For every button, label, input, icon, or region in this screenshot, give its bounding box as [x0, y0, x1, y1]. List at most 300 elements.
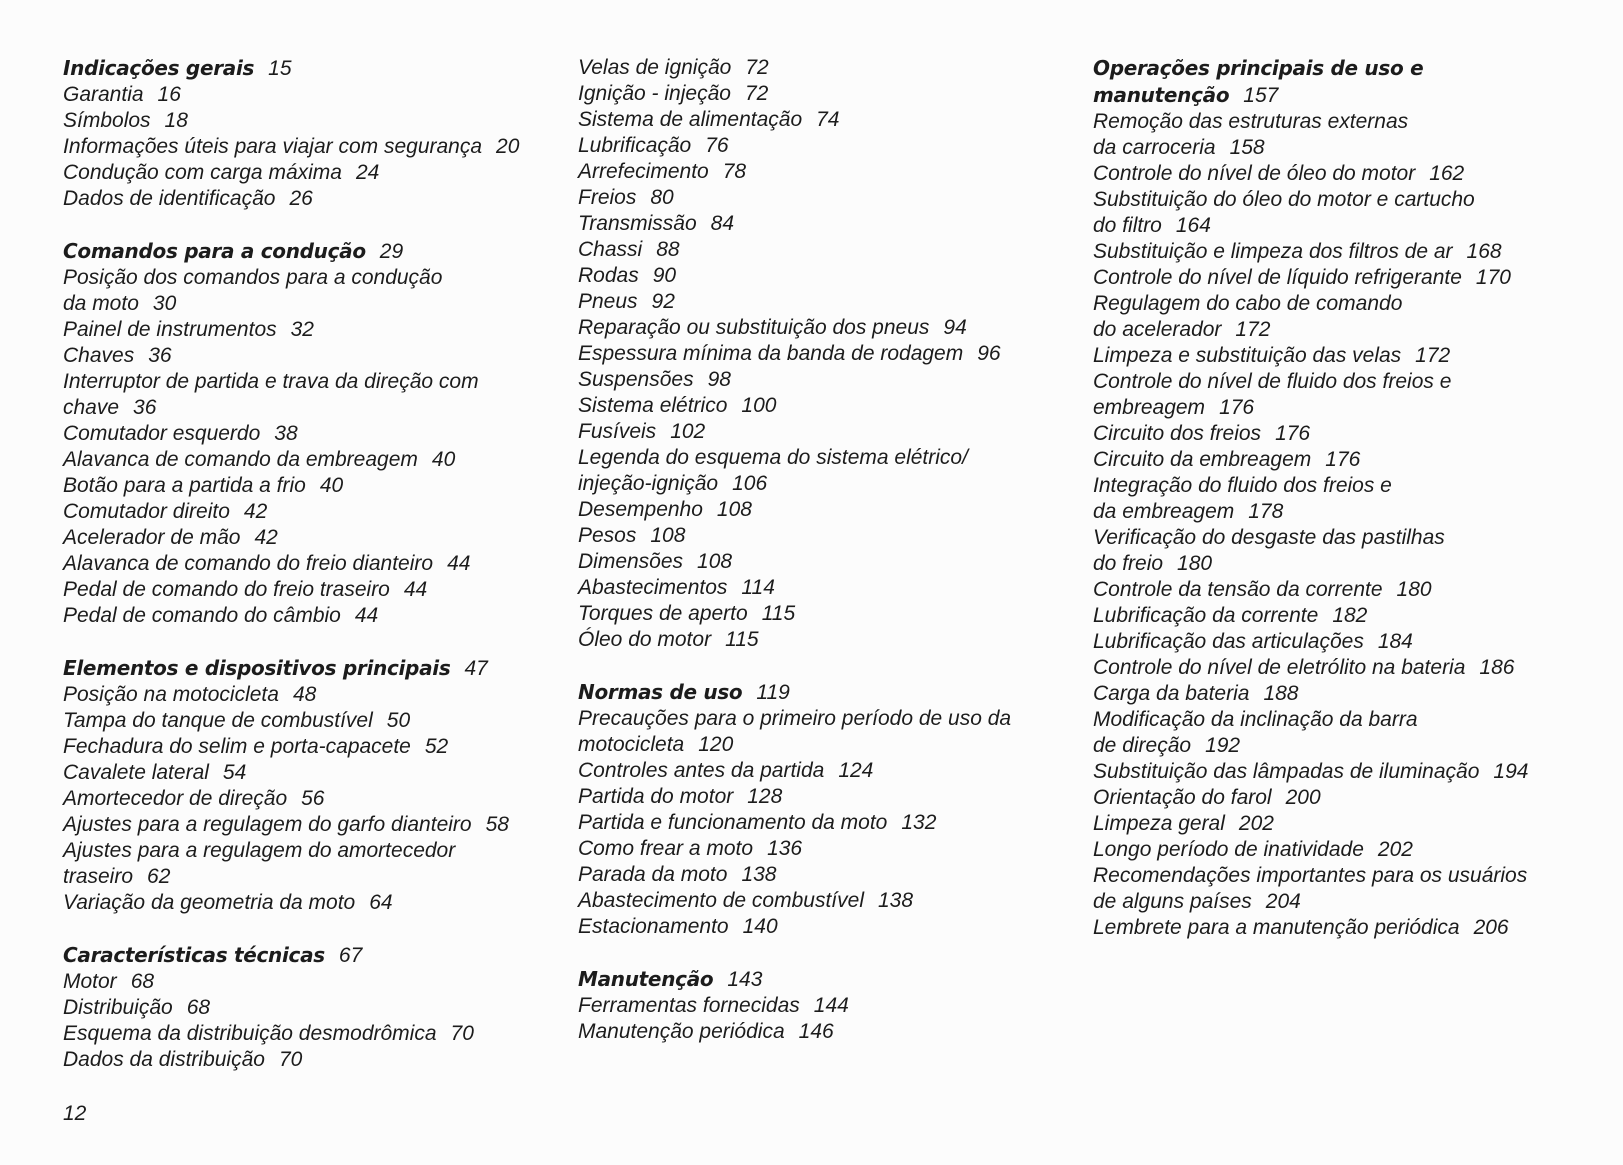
toc-entry — [1093, 447, 1613, 473]
entry-page: 146 — [798, 1020, 834, 1043]
entry-title: Distribuição — [63, 996, 173, 1019]
toc-entry — [63, 890, 553, 916]
toc-entry — [63, 186, 553, 212]
toc-entry-cont — [578, 732, 1068, 758]
entry-title: Botão para a partida a frio — [63, 474, 306, 497]
entry-title: Controle do nível de óleo do motor — [1093, 162, 1416, 185]
entry-title: Orientação do farol — [1093, 786, 1272, 809]
toc-entry — [1093, 265, 1613, 291]
entry-page: 188 — [1263, 682, 1299, 705]
entry-title: Informações úteis para viajar com segurança — [63, 135, 483, 158]
entry-page: 94 — [943, 316, 967, 339]
entry-title: Transmissão — [578, 212, 697, 235]
toc-entry — [578, 1019, 1068, 1045]
toc-column-1 — [63, 55, 553, 1099]
toc-entry-cont — [578, 471, 1068, 497]
entry-page: 68 — [130, 970, 155, 993]
toc-entry-cont — [1093, 213, 1613, 239]
entry-title: Pedal de comando do câmbio — [63, 604, 341, 627]
entry-page: 42 — [254, 526, 278, 549]
toc-entry — [63, 343, 553, 369]
entry-page: 108 — [716, 498, 752, 521]
section-heading — [1093, 55, 1613, 82]
entry-page: 72 — [744, 82, 769, 105]
section-page: 143 — [727, 968, 763, 991]
toc-entry — [578, 810, 1068, 836]
entry-page: 164 — [1175, 214, 1211, 237]
entry-title: Torques de aperto — [578, 602, 748, 625]
entry-page: 98 — [707, 368, 731, 391]
entry-page: 136 — [767, 837, 803, 860]
toc-column-2 — [578, 55, 1068, 1071]
entry-title: Recomendações importantes para os usuários — [1093, 864, 1528, 887]
entry-page: 184 — [1377, 630, 1413, 653]
toc-entry — [578, 367, 1068, 393]
entry-title: Posição na motocicleta — [63, 683, 279, 706]
toc-entry — [578, 237, 1068, 263]
entry-title: Controle do nível de eletrólito na bateria — [1093, 656, 1466, 679]
section-heading-cont — [1093, 82, 1613, 109]
toc-entry — [578, 523, 1068, 549]
entry-page: 186 — [1479, 656, 1515, 679]
toc-entry — [63, 473, 553, 499]
entry-page: 162 — [1429, 162, 1465, 185]
toc-entry — [63, 812, 553, 838]
toc-entry — [1093, 421, 1613, 447]
entry-title: Partida do motor — [578, 785, 734, 808]
toc-entry — [1093, 577, 1613, 603]
toc-entry-cont — [63, 291, 553, 317]
entry-title: Parada da moto — [578, 863, 728, 886]
entry-title: Amortecedor de direção — [63, 787, 288, 810]
toc-entry — [578, 289, 1068, 315]
toc-entry — [578, 185, 1068, 211]
entry-title: Fechadura do selim e porta-capacete — [63, 735, 411, 758]
toc-entry — [578, 993, 1068, 1019]
toc-entry — [578, 133, 1068, 159]
toc-entry — [1093, 863, 1613, 889]
entry-title: Abastecimento de combustível — [578, 889, 864, 912]
entry-title: Esquema da distribuição desmodrômica — [63, 1022, 437, 1045]
entry-page: 172 — [1415, 344, 1451, 367]
toc-entry — [578, 107, 1068, 133]
entry-page: 178 — [1248, 500, 1284, 523]
entry-title-cont: do acelerador — [1093, 318, 1222, 341]
toc-entry — [1093, 629, 1613, 655]
toc-entry — [578, 81, 1068, 107]
entry-page: 70 — [278, 1048, 303, 1071]
entry-title: Remoção das estruturas externas — [1093, 110, 1409, 133]
toc-entry — [578, 263, 1068, 289]
entry-page: 120 — [698, 733, 734, 756]
toc-entry — [578, 836, 1068, 862]
entry-page: 92 — [651, 290, 675, 313]
entry-page: 206 — [1473, 916, 1509, 939]
entry-title: Partida e funcionamento da moto — [578, 811, 888, 834]
toc-entry — [63, 160, 553, 186]
entry-title: Como frear a moto — [578, 837, 754, 860]
entry-title: Circuito da embreagem — [1093, 448, 1312, 471]
toc-entry — [63, 421, 553, 447]
entry-title: Comutador direito — [63, 500, 230, 523]
toc-entry — [63, 134, 553, 160]
toc-entry — [63, 525, 553, 551]
entry-title-cont: da carroceria — [1093, 136, 1216, 159]
entry-page: 56 — [301, 787, 325, 810]
entry-title: Chassi — [578, 238, 643, 261]
page-number: 12 — [63, 1102, 87, 1125]
entry-title: Circuito dos freios — [1093, 422, 1262, 445]
toc-section — [578, 55, 1068, 653]
entry-title: Pesos — [578, 524, 637, 547]
entry-title: Verificação do desgaste das pastilhas — [1093, 526, 1445, 549]
entry-title: Estacionamento — [578, 915, 729, 938]
entry-title: Arrefecimento — [578, 160, 709, 183]
entry-page: 52 — [424, 735, 449, 758]
entry-title: Substituição das lâmpadas de iluminação — [1093, 760, 1480, 783]
section-page: 157 — [1243, 84, 1279, 107]
toc-entry — [1093, 473, 1613, 499]
entry-page: 176 — [1275, 422, 1311, 445]
toc-entry — [578, 55, 1068, 81]
toc-entry — [1093, 603, 1613, 629]
toc-entry — [1093, 655, 1613, 681]
toc-entry — [1093, 239, 1613, 265]
entry-page: 88 — [656, 238, 680, 261]
toc-entry-cont — [63, 864, 553, 890]
entry-page: 200 — [1285, 786, 1321, 809]
toc-entry — [63, 995, 553, 1021]
toc-entry — [63, 1047, 553, 1073]
entry-page: 140 — [742, 915, 778, 938]
toc-entry-cont — [1093, 889, 1613, 915]
entry-title: Condução com carga máxima — [63, 161, 342, 184]
entry-page: 42 — [243, 500, 268, 523]
toc-entry-cont — [1093, 135, 1613, 161]
entry-title: Rodas — [578, 264, 639, 287]
entry-title: Símbolos — [63, 109, 151, 132]
entry-page: 58 — [485, 813, 509, 836]
toc-entry — [63, 447, 553, 473]
entry-title: Dimensões — [578, 550, 684, 573]
entry-page: 176 — [1219, 396, 1255, 419]
toc-entry — [63, 734, 553, 760]
entry-title: Manutenção periódica — [578, 1020, 785, 1043]
entry-page: 38 — [274, 422, 298, 445]
toc-entry — [1093, 707, 1613, 733]
entry-title: Substituição e limpeza dos filtros de ar — [1093, 240, 1453, 263]
entry-title: Velas de ignição — [578, 56, 732, 79]
entry-page: 100 — [741, 394, 777, 417]
entry-page: 128 — [747, 785, 783, 808]
toc-entry — [63, 499, 553, 525]
toc-entry — [1093, 161, 1613, 187]
entry-title: Pedal de comando do freio traseiro — [63, 578, 390, 601]
toc-entry-cont — [63, 395, 553, 421]
entry-title: Variação da geometria da moto — [63, 891, 356, 914]
section-page: 15 — [268, 57, 292, 80]
toc-entry — [578, 575, 1068, 601]
entry-title: Ignição - injeção — [578, 82, 731, 105]
entry-title: Lubrificação da corrente — [1093, 604, 1319, 627]
entry-title: Substituição do óleo do motor e cartucho — [1093, 188, 1475, 211]
entry-title: Painel de instrumentos — [63, 318, 277, 341]
toc-entry — [1093, 187, 1613, 213]
entry-page: 192 — [1205, 734, 1241, 757]
entry-page: 70 — [450, 1022, 474, 1045]
toc-entry — [578, 758, 1068, 784]
toc-entry-cont — [1093, 733, 1613, 759]
entry-title: Dados de identificação — [63, 187, 276, 210]
section-title: Normas de uso — [578, 680, 743, 704]
toc-entry — [63, 838, 553, 864]
entry-title: Legenda do esquema do sistema elétrico/ — [578, 446, 968, 469]
toc-entry — [1093, 681, 1613, 707]
entry-title: Modificação da inclinação da barra — [1093, 708, 1418, 731]
toc-section — [578, 966, 1068, 1045]
entry-title: Ferramentas fornecidas — [578, 994, 800, 1017]
toc-entry-cont — [1093, 317, 1613, 343]
toc-entry — [578, 862, 1068, 888]
entry-title-cont: motocicleta — [578, 733, 685, 756]
toc-section — [63, 655, 553, 916]
entry-page: 194 — [1493, 760, 1529, 783]
entry-page: 32 — [290, 318, 314, 341]
entry-page: 26 — [289, 187, 313, 210]
entry-title-cont: injeção-ignição — [578, 472, 719, 495]
entry-title-cont: de alguns países — [1093, 890, 1252, 913]
entry-page: 50 — [386, 709, 411, 732]
entry-title: Integração do fluido dos freios e — [1093, 474, 1392, 497]
toc-entry — [1093, 291, 1613, 317]
entry-title: Dados da distribuição — [63, 1048, 265, 1071]
entry-title: Controle do nível de líquido refrigerante — [1093, 266, 1462, 289]
toc-entry — [578, 627, 1068, 653]
toc-entry — [578, 601, 1068, 627]
entry-title: Óleo do motor — [578, 628, 712, 651]
entry-title-cont: do filtro — [1093, 214, 1162, 237]
toc-entry-cont — [1093, 499, 1613, 525]
entry-page: 182 — [1332, 604, 1368, 627]
toc-entry — [578, 341, 1068, 367]
section-page: 47 — [464, 657, 488, 680]
section-title-cont: manutenção — [1093, 83, 1230, 107]
entry-title: Ajustes para a regulagem do amortecedor — [63, 839, 456, 862]
entry-page: 172 — [1235, 318, 1271, 341]
toc-entry — [578, 159, 1068, 185]
entry-title: Freios — [578, 186, 637, 209]
entry-title-cont: chave — [63, 396, 120, 419]
entry-page: 44 — [447, 552, 471, 575]
toc-entry — [63, 682, 553, 708]
toc-entry — [63, 82, 553, 108]
entry-page: 84 — [710, 212, 734, 235]
toc-entry — [63, 1021, 553, 1047]
section-title: Elementos e dispositivos principais — [63, 656, 451, 680]
entry-title: Controles antes da partida — [578, 759, 825, 782]
toc-section — [1093, 55, 1613, 941]
toc-entry — [63, 317, 553, 343]
section-title: Indicações gerais — [63, 56, 255, 80]
entry-page: 90 — [652, 264, 677, 287]
entry-page: 144 — [813, 994, 849, 1017]
entry-title: Interruptor de partida e trava da direção com — [63, 370, 479, 393]
entry-title: Longo período de inatividade — [1093, 838, 1364, 861]
section-title: Manutenção — [578, 967, 714, 991]
entry-page: 108 — [650, 524, 686, 547]
entry-title: Alavanca de comando do freio dianteiro — [63, 552, 434, 575]
section-heading — [63, 942, 553, 969]
entry-title: Lubrificação — [578, 134, 692, 157]
entry-page: 40 — [431, 448, 456, 471]
toc-entry — [1093, 915, 1613, 941]
entry-page: 40 — [319, 474, 344, 497]
entry-title: Garantia — [63, 83, 144, 106]
entry-page: 30 — [152, 292, 177, 315]
entry-title: Acelerador de mão — [63, 526, 241, 549]
entry-page: 114 — [741, 576, 775, 599]
entry-page: 115 — [725, 628, 759, 651]
entry-title-cont: traseiro — [63, 865, 134, 888]
toc-section — [578, 679, 1068, 940]
entry-page: 62 — [147, 865, 171, 888]
toc-entry — [578, 315, 1068, 341]
entry-page: 180 — [1396, 578, 1432, 601]
entry-page: 44 — [403, 578, 428, 601]
toc-entry — [63, 969, 553, 995]
toc-entry — [63, 369, 553, 395]
section-page: 29 — [379, 240, 404, 263]
entry-title: Lembrete para a manutenção periódica — [1093, 916, 1460, 939]
entry-title: Precauções para o primeiro período de uso da — [578, 707, 1012, 730]
toc-entry — [1093, 837, 1613, 863]
toc-entry — [578, 549, 1068, 575]
toc-entry — [1093, 759, 1613, 785]
entry-title: Limpeza geral — [1093, 812, 1225, 835]
entry-title: Regulagem do cabo de comando — [1093, 292, 1403, 315]
section-heading — [578, 966, 1068, 993]
toc-entry — [63, 786, 553, 812]
entry-title: Suspensões — [578, 368, 694, 391]
entry-page: 170 — [1475, 266, 1511, 289]
entry-page: 158 — [1229, 136, 1265, 159]
entry-title: Carga da bateria — [1093, 682, 1250, 705]
entry-page: 168 — [1466, 240, 1502, 263]
entry-title: Pneus — [578, 290, 638, 313]
toc-entry — [63, 265, 553, 291]
toc-entry — [578, 888, 1068, 914]
entry-page: 72 — [745, 56, 769, 79]
entry-page: 138 — [877, 889, 914, 912]
toc-section — [63, 942, 553, 1073]
entry-page: 106 — [732, 472, 768, 495]
entry-title: Alavanca de comando da embreagem — [63, 448, 418, 471]
toc-entry — [578, 393, 1068, 419]
entry-title: Tampa do tanque de combustível — [63, 709, 373, 732]
entry-title: Ajustes para a regulagem do garfo dianteiro — [63, 813, 472, 836]
section-page: 67 — [338, 944, 363, 967]
section-page: 119 — [756, 681, 790, 704]
entry-title: Controle do nível de fluido dos freios e — [1093, 370, 1452, 393]
toc-entry — [578, 211, 1068, 237]
toc-entry — [63, 603, 553, 629]
entry-title: Desempenho — [578, 498, 703, 521]
toc-section — [63, 55, 553, 212]
toc-entry — [578, 706, 1068, 732]
toc-entry — [1093, 343, 1613, 369]
toc-entry — [1093, 369, 1613, 395]
toc-entry — [1093, 109, 1613, 135]
toc-entry-cont — [1093, 551, 1613, 577]
toc-entry — [1093, 785, 1613, 811]
section-title: Operações principais de uso e — [1093, 56, 1424, 80]
entry-page: 176 — [1325, 448, 1361, 471]
entry-title: Lubrificação das articulações — [1093, 630, 1364, 653]
toc-entry — [63, 577, 553, 603]
section-heading — [63, 238, 553, 265]
entry-page: 20 — [496, 135, 520, 158]
entry-title: Fusíveis — [578, 420, 657, 443]
entry-page: 96 — [977, 342, 1001, 365]
entry-title: Controle da tensão da corrente — [1093, 578, 1383, 601]
entry-title-cont: embreagem — [1093, 396, 1206, 419]
toc-entry — [63, 108, 553, 134]
toc-entry-cont — [1093, 395, 1613, 421]
entry-page: 76 — [705, 134, 729, 157]
entry-page: 204 — [1265, 890, 1301, 913]
toc-entry — [1093, 525, 1613, 551]
entry-page: 18 — [164, 109, 188, 132]
entry-title-cont: do freio — [1093, 552, 1164, 575]
entry-page: 36 — [148, 344, 172, 367]
toc-entry — [63, 551, 553, 577]
entry-page: 138 — [741, 863, 777, 886]
entry-page: 48 — [292, 683, 317, 706]
entry-title: Reparação ou substituição dos pneus — [578, 316, 930, 339]
entry-page: 54 — [222, 761, 247, 784]
entry-page: 36 — [133, 396, 157, 419]
entry-page: 180 — [1177, 552, 1213, 575]
entry-page: 44 — [354, 604, 379, 627]
entry-title: Espessura mínima da banda de rodagem — [578, 342, 964, 365]
entry-title: Sistema elétrico — [578, 394, 728, 417]
toc-entry — [578, 784, 1068, 810]
entry-title: Comutador esquerdo — [63, 422, 261, 445]
section-heading — [63, 655, 553, 682]
toc-entry — [578, 445, 1068, 471]
entry-page: 202 — [1377, 838, 1413, 861]
entry-title-cont: de direção — [1093, 734, 1192, 757]
toc-entry — [578, 497, 1068, 523]
toc-entry — [578, 419, 1068, 445]
entry-page: 24 — [355, 161, 380, 184]
toc-column-3 — [1093, 55, 1613, 967]
entry-page: 108 — [697, 550, 733, 573]
entry-title: Posição dos comandos para a condução — [63, 266, 443, 289]
section-title: Comandos para a condução — [63, 239, 366, 263]
entry-page: 68 — [186, 996, 211, 1019]
entry-page: 78 — [722, 160, 747, 183]
toc-entry — [1093, 811, 1613, 837]
entry-page: 132 — [901, 811, 937, 834]
entry-title: Limpeza e substituição das velas — [1093, 344, 1402, 367]
entry-title: Cavalete lateral — [63, 761, 209, 784]
entry-page: 74 — [816, 108, 840, 131]
entry-page: 64 — [369, 891, 393, 914]
entry-title: Sistema de alimentação — [578, 108, 803, 131]
toc-section — [63, 238, 553, 629]
section-heading — [63, 55, 553, 82]
